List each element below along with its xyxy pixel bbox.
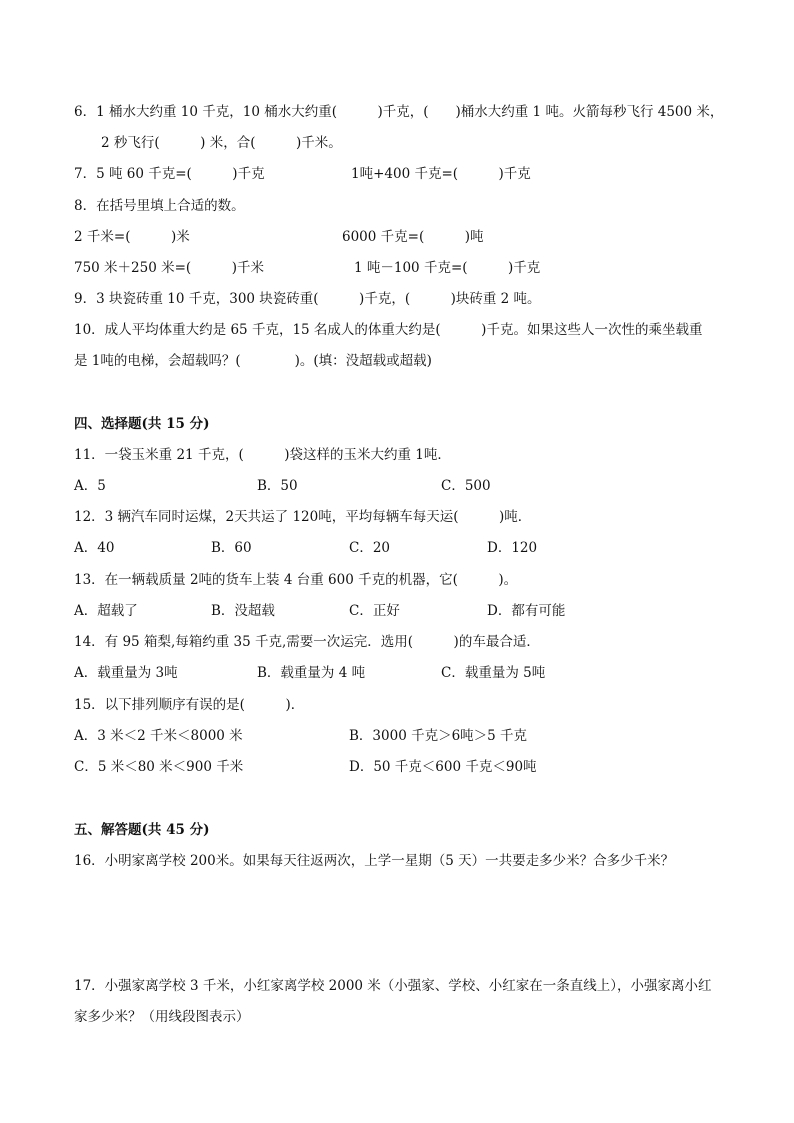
question-13-stem: 13．在一辆载质量 2吨的货车上装 4 台重 600 千克的机器，它( )。 — [74, 572, 518, 588]
question-12-option-b: B．60 — [211, 540, 252, 556]
question-12-option-c: C．20 — [349, 540, 391, 556]
question-14-option-c: C．载重量为 5吨 — [441, 665, 546, 681]
question-10-line-1: 10．成人平均体重大约是 65 千克，15 名成人的体重大约是( )千克。如果这些人一次性的乘坐载重 — [74, 322, 703, 338]
question-13-option-b: B．没超载 — [211, 603, 275, 619]
question-11-option-c: C．500 — [441, 478, 491, 494]
question-14-option-a: A．载重量为 3吨 — [74, 665, 178, 681]
question-11-option-b: B．50 — [257, 478, 298, 494]
question-7-part-b: 1吨+400 千克=( )千克 — [351, 166, 531, 182]
question-8-part-d: 1 吨－100 千克=( )千克 — [354, 260, 541, 276]
question-13-option-a: A．超载了 — [74, 603, 138, 619]
question-15-option-d: D．50 千克＜600 千克＜90吨 — [349, 759, 537, 775]
question-7-part-a: 7．5 吨 60 千克=( )千克 — [74, 166, 265, 182]
question-17-line-2: 家多少米？（用线段图表示） — [74, 1009, 250, 1025]
question-15-option-a: A．3 米＜2 千米＜8000 米 — [74, 728, 243, 744]
question-16: 16．小明家离学校 200米。如果每天往返两次，上学一星期（5 天）一共要走多少米？合多少千米？ — [74, 853, 675, 869]
question-13-option-c: C．正好 — [349, 603, 400, 619]
question-12-stem: 12．3 辆汽车同时运煤，2天共运了 120吨，平均每辆车每天运( )吨． — [74, 509, 532, 525]
question-13-option-d: D．都有可能 — [487, 603, 566, 619]
section-4-heading: 四、选择题(共 15 分) — [74, 416, 210, 432]
question-8-part-c: 750 米＋250 米=( )千米 — [74, 260, 264, 276]
question-11-stem: 11．一袋玉米重 21 千克，( )袋这样的玉米大约重 1吨． — [74, 447, 451, 463]
question-6-line-1: 6．1 桶水大约重 10 千克，10 桶水大约重( )千克，( )桶水大约重 1 吨。火箭每秒飞行 4500 米， — [74, 104, 724, 120]
question-10-line-2: 是 1吨的电梯，会超载吗？( )。(填：没超载或超载) — [74, 353, 432, 369]
question-6-line-2: 2 秒飞行( ) 米，合( )千米。 — [101, 135, 342, 151]
question-8-stem: 8．在括号里填上合适的数。 — [74, 198, 245, 214]
question-8-part-b: 6000 千克=( )吨 — [342, 229, 484, 245]
question-9: 9．3 块瓷砖重 10 千克，300 块瓷砖重( )千克，( )块砖重 2 吨。 — [74, 291, 541, 307]
question-11-option-a: A．5 — [74, 478, 106, 494]
question-15-option-b: B．3000 千克＞6吨＞5 千克 — [349, 728, 528, 744]
question-17-line-1: 17．小强家离学校 3 千米，小红家离学校 2000 米（小强家、学校、小红家在一条直线上），小强家离小红 — [74, 978, 712, 994]
question-14-stem: 14．有 95 箱梨,每箱约重 35 千克,需要一次运完．选用( )的车最合适． — [74, 634, 540, 650]
question-12-option-a: A．40 — [74, 540, 115, 556]
question-14-option-b: B．载重量为 4 吨 — [257, 665, 366, 681]
question-15-option-c: C．5 米＜80 米＜900 千米 — [74, 759, 244, 775]
question-15-stem: 15．以下排列顺序有误的是( )． — [74, 697, 305, 713]
question-8-part-a: 2 千米=( )米 — [74, 229, 190, 245]
section-5-heading: 五、解答题(共 45 分) — [74, 822, 210, 838]
question-12-option-d: D．120 — [487, 540, 538, 556]
